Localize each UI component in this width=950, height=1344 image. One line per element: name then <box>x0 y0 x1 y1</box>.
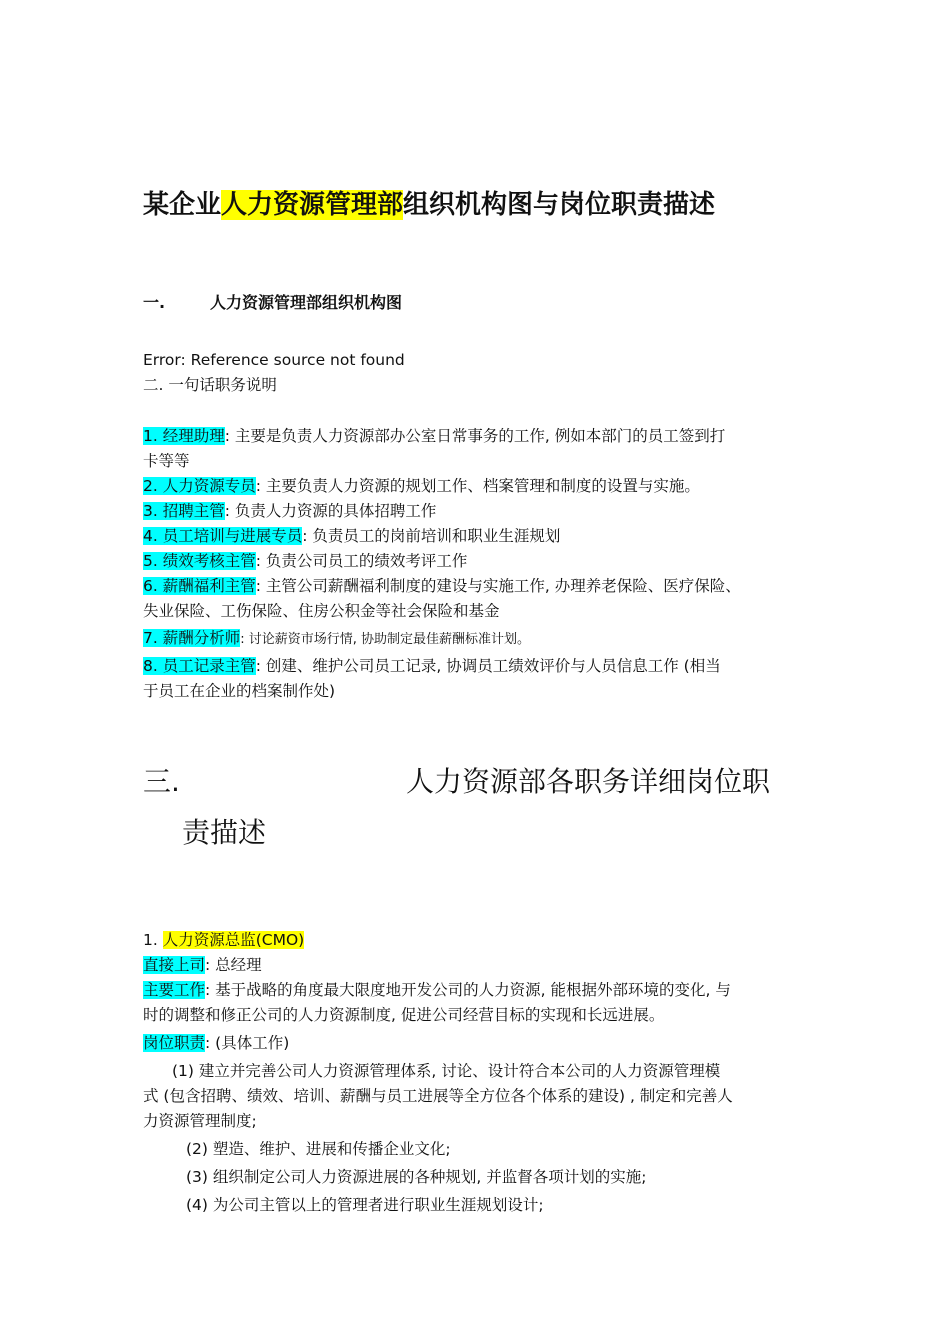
document-title <box>143 184 715 221</box>
duty-section-value: : (具体工作) <box>205 1034 290 1052</box>
duty-item-5 <box>143 549 467 574</box>
duty-item-1 <box>143 424 725 449</box>
duty-item-7 <box>143 626 530 652</box>
duty-label: 3. 招聘主管 <box>143 502 225 520</box>
job-main-cont: 时的调整和修正公司的人力资源制度, 促进公司经营目标的实现和长远进展。 <box>143 1006 665 1024</box>
job-prefix: 1. <box>143 931 163 949</box>
duty-text: : 负责人力资源的具体招聘工作 <box>224 502 437 520</box>
title-highlight: 人力资源管理部 <box>221 190 404 220</box>
responsibility-item-1-cont: 式 (包含招聘、绩效、培训、薪酬与员工进展等全方位各个体系的建设) , 制定和完善人 <box>143 1087 733 1105</box>
superior-label: 直接上司 <box>143 956 206 974</box>
title-suffix: 组织机构图与岗位职责描述 <box>403 190 716 220</box>
duty-text: : 主要负责人力资源的规划工作、档案管理和制度的设置与实施。 <box>255 477 700 495</box>
duty-text: : 主管公司薪酬福利制度的建设与实施工作, 办理养老保险、医疗保险、 <box>255 577 741 595</box>
section3-heading-line1: 人力资源部各职务详细岗位职 <box>406 765 771 798</box>
duty-label: 1. 经理助理 <box>143 427 225 445</box>
section2-heading: 二. 一句话职务说明 <box>143 376 277 394</box>
duty-item-8-cont: 于员工在企业的档案制作处) <box>143 682 336 700</box>
duty-item-3 <box>143 499 436 524</box>
superior-value: : 总经理 <box>205 956 262 974</box>
section1-number: 一. <box>143 293 166 312</box>
main-work-label: 主要工作 <box>143 981 206 999</box>
duty-item-2 <box>143 474 700 499</box>
section3-heading-line2: 责描述 <box>182 816 267 849</box>
duty-label: 7. 薪酬分析师 <box>143 629 241 647</box>
section1-heading: 人力资源管理部组织机构图 <box>210 293 403 312</box>
duty-section-label: 岗位职责 <box>143 1034 206 1052</box>
duty-item-6 <box>143 574 741 599</box>
job-title-line <box>143 928 304 953</box>
job-duty-line <box>143 1031 289 1056</box>
job-title: 人力资源总监(CMO) <box>162 931 305 949</box>
main-work-text: : 基于战略的角度最大限度地开发公司的人力资源, 能根据外部环境的变化, 与 <box>205 981 731 999</box>
reference-error-text: Error: Reference source not found <box>143 351 405 369</box>
responsibility-item-2: (2) 塑造、维护、进展和传播企业文化; <box>186 1140 451 1158</box>
duty-text: : 主要是负责人力资源部办公室日常事务的工作, 例如本部门的员工签到打 <box>224 427 726 445</box>
duty-text: : 负责公司员工的绩效考评工作 <box>255 552 468 570</box>
duty-text: : 负责员工的岗前培训和职业生涯规划 <box>302 527 561 545</box>
title-prefix: 某企业 <box>143 190 222 220</box>
responsibility-item-4: (4) 为公司主管以上的管理者进行职业生涯规划设计; <box>186 1196 544 1214</box>
job-superior-line <box>143 953 262 978</box>
duty-label: 6. 薪酬福利主管 <box>143 577 256 595</box>
duty-item-6-cont: 失业保险、工伤保险、住房公积金等社会保险和基金 <box>143 602 500 620</box>
duty-label: 2. 人力资源专员 <box>143 477 256 495</box>
duty-label: 4. 员工培训与进展专员 <box>143 527 303 545</box>
responsibility-item-1-cont2: 力资源管理制度; <box>143 1112 257 1130</box>
duty-label: 5. 绩效考核主管 <box>143 552 256 570</box>
duty-item-4 <box>143 524 560 549</box>
duty-label: 8. 员工记录主管 <box>143 657 256 675</box>
duty-text: : 创建、维护公司员工记录, 协调员工绩效评价与人员信息工作 (相当 <box>255 657 721 675</box>
section3-number: 三. <box>143 765 180 798</box>
job-main-line <box>143 978 731 1003</box>
duty-text: : 讨论薪资市场行情, 协助制定最佳薪酬标准计划。 <box>240 632 530 647</box>
duty-item-8 <box>143 654 721 679</box>
duty-item-1-cont: 卡等等 <box>143 452 190 470</box>
responsibility-item-3: (3) 组织制定公司人力资源进展的各种规划, 并监督各项计划的实施; <box>186 1168 647 1186</box>
responsibility-item-1: (1) 建立并完善公司人力资源管理体系, 讨论、设计符合本公司的人力资源管理模 <box>172 1062 721 1080</box>
